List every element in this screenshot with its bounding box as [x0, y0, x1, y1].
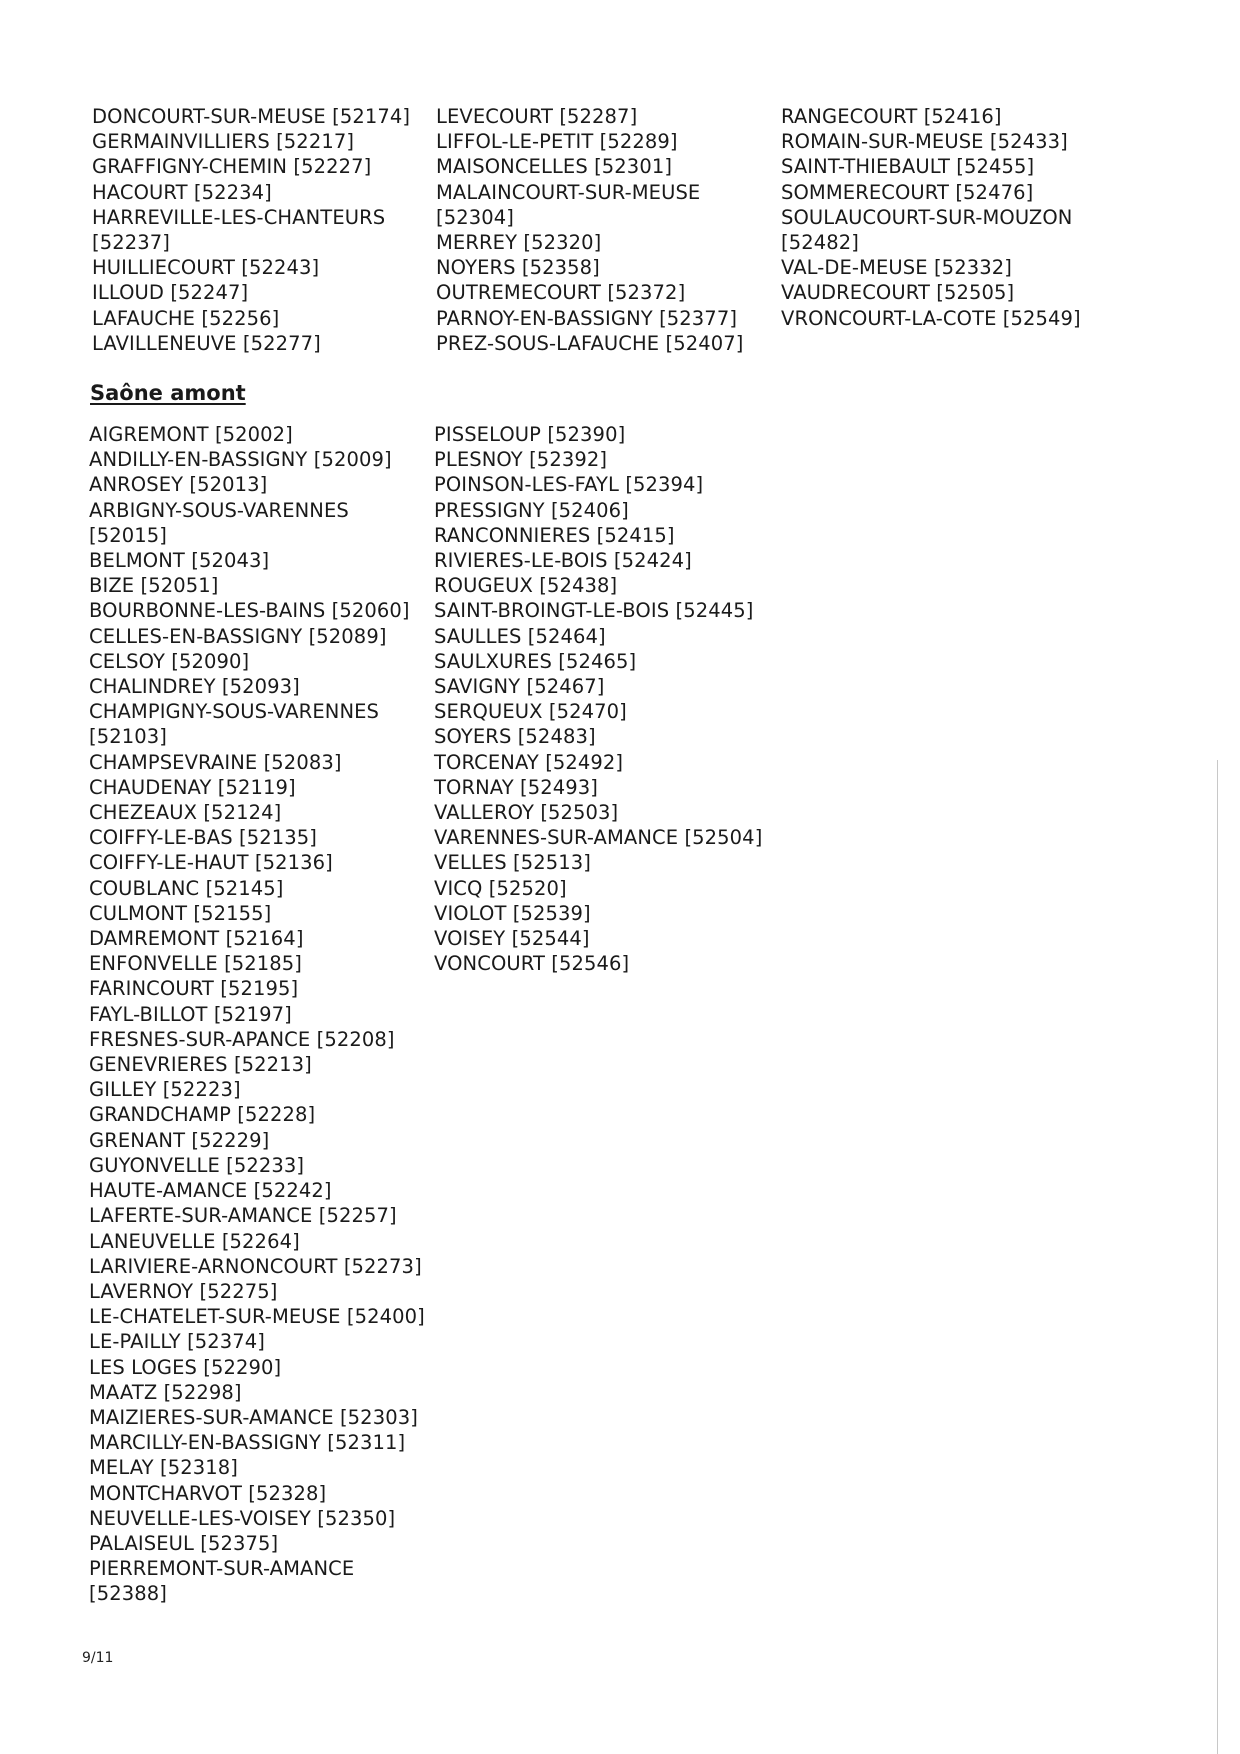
commune-item: CELSOY [52090] — [89, 649, 250, 673]
commune-item: PIERREMONT-SUR-AMANCE [52388] — [89, 1557, 355, 1606]
commune-item: PISSELOUP [52390] — [434, 423, 626, 446]
commune-item: PREZ-SOUS-LAFAUCHE [52407] — [436, 331, 744, 355]
scan-edge-line — [1217, 760, 1218, 1754]
commune-item: MARCILLY-EN-BASSIGNY [52311] — [89, 1431, 406, 1455]
saone-section-column-2 — [434, 422, 774, 976]
commune-item: SERQUEUX [52470] — [434, 700, 627, 724]
commune-item: FRESNES-SUR-APANCE [52208] — [89, 1027, 395, 1051]
commune-item: BELMONT [52043] — [89, 549, 270, 573]
commune-item: SAULXURES [52465] — [434, 649, 637, 673]
commune-item: VIOLOT [52539] — [434, 901, 591, 925]
commune-item: VELLES [52513] — [434, 851, 591, 875]
commune-item: VALLEROY [52503] — [434, 801, 619, 825]
commune-item: CHAMPSEVRAINE [52083] — [89, 750, 342, 774]
commune-item: SAINT-THIEBAULT [52455] — [781, 155, 1035, 179]
commune-item: TORCENAY [52492] — [434, 750, 624, 774]
saone-section-column-1 — [89, 422, 429, 1607]
commune-item: VRONCOURT-LA-COTE [52549] — [781, 306, 1081, 330]
commune-item: VOISEY [52544] — [434, 927, 590, 951]
section-heading-saone-amont: Saône amont — [90, 381, 246, 405]
commune-item: GRANDCHAMP [52228] — [89, 1103, 316, 1127]
commune-item: SAULLES [52464] — [434, 624, 606, 648]
commune-item: CULMONT [52155] — [89, 901, 272, 925]
commune-item: SAVIGNY [52467] — [434, 675, 605, 699]
commune-item: AIGREMONT [52002] — [89, 423, 293, 446]
commune-item: MERREY [52320] — [436, 231, 602, 255]
commune-item: NOYERS [52358] — [436, 256, 600, 280]
commune-item: TORNAY [52493] — [434, 775, 598, 799]
commune-item: GRAFFIGNY-CHEMIN [52227] — [92, 155, 372, 179]
commune-item: LARIVIERE-ARNONCOURT [52273] — [89, 1254, 422, 1278]
commune-item: PRESSIGNY [52406] — [434, 498, 629, 522]
commune-item: LANEUVELLE [52264] — [89, 1229, 300, 1253]
commune-item: VICQ [52520] — [434, 876, 567, 900]
commune-item: COIFFY-LE-HAUT [52136] — [89, 851, 333, 875]
commune-item: VARENNES-SUR-AMANCE [52504] — [434, 826, 763, 850]
commune-item: CELLES-EN-BASSIGNY [52089] — [89, 624, 387, 648]
commune-item: GILLEY [52223] — [89, 1078, 241, 1102]
commune-item: ANROSEY [52013] — [89, 473, 268, 497]
commune-item: HAUTE-AMANCE [52242] — [89, 1179, 332, 1203]
top-section-column-2 — [436, 104, 776, 356]
page-number: 9/11 — [82, 1650, 114, 1666]
commune-item: MAIZIERES-SUR-AMANCE [52303] — [89, 1405, 418, 1429]
top-section-column-3 — [781, 104, 1121, 331]
commune-item: LES LOGES [52290] — [89, 1355, 282, 1379]
commune-item: LIFFOL-LE-PETIT [52289] — [436, 130, 678, 154]
commune-item: MAATZ [52298] — [89, 1380, 242, 1404]
commune-item: LAVILLENEUVE [52277] — [92, 331, 321, 355]
commune-item: LAVERNOY [52275] — [89, 1279, 278, 1303]
commune-item: ARBIGNY-SOUS-VARENNES [52015] — [89, 498, 349, 547]
commune-item: LE-CHATELET-SUR-MEUSE [52400] — [89, 1305, 425, 1329]
commune-item: CHALINDREY [52093] — [89, 675, 300, 699]
commune-item: LE-PAILLY [52374] — [89, 1330, 266, 1354]
commune-item: RIVIERES-LE-BOIS [52424] — [434, 549, 692, 573]
commune-item: COIFFY-LE-BAS [52135] — [89, 826, 317, 850]
commune-item: MALAINCOURT-SUR-MEUSE [52304] — [436, 180, 701, 229]
top-section-column-1 — [92, 104, 432, 356]
commune-item: VAL-DE-MEUSE [52332] — [781, 256, 1012, 280]
commune-item: LAFAUCHE [52256] — [92, 306, 280, 330]
commune-item: CHEZEAUX [52124] — [89, 801, 282, 825]
commune-item: PLESNOY [52392] — [434, 448, 608, 472]
commune-item: CHAMPIGNY-SOUS-VARENNES [52103] — [89, 700, 380, 749]
commune-item: FARINCOURT [52195] — [89, 977, 299, 1001]
commune-item: SAINT-BROINGT-LE-BOIS [52445] — [434, 599, 754, 623]
commune-item: GRENANT [52229] — [89, 1128, 270, 1152]
commune-item: BOURBONNE-LES-BAINS [52060] — [89, 599, 410, 623]
commune-item: LEVECOURT [52287] — [436, 105, 638, 128]
commune-item: GERMAINVILLIERS [52217] — [92, 130, 355, 154]
commune-item: POINSON-LES-FAYL [52394] — [434, 473, 704, 497]
commune-item: COUBLANC [52145] — [89, 876, 284, 900]
commune-item: MONTCHARVOT [52328] — [89, 1481, 327, 1505]
commune-item: ENFONVELLE [52185] — [89, 952, 303, 976]
commune-item: RANCONNIERES [52415] — [434, 523, 675, 547]
commune-item: CHAUDENAY [52119] — [89, 775, 296, 799]
commune-item: MAISONCELLES [52301] — [436, 155, 673, 179]
commune-item: VAUDRECOURT [52505] — [781, 281, 1015, 305]
commune-item: HUILLIECOURT [52243] — [92, 256, 320, 280]
commune-item: DAMREMONT [52164] — [89, 927, 304, 951]
commune-item: SOULAUCOURT-SUR-MOUZON [52482] — [781, 205, 1073, 255]
commune-item: GENEVRIERES [52213] — [89, 1053, 312, 1077]
commune-item: ILLOUD [52247] — [92, 281, 249, 305]
commune-item: LAFERTE-SUR-AMANCE [52257] — [89, 1204, 397, 1228]
commune-item: SOMMERECOURT [52476] — [781, 180, 1034, 204]
commune-item: ROMAIN-SUR-MEUSE [52433] — [781, 130, 1068, 154]
commune-item: GUYONVELLE [52233] — [89, 1153, 305, 1177]
commune-item: RANGECOURT [52416] — [781, 105, 1002, 128]
commune-item: PALAISEUL [52375] — [89, 1531, 279, 1555]
commune-item: HARREVILLE-LES-CHANTEURS [52237] — [92, 205, 386, 255]
commune-item: ROUGEUX [52438] — [434, 574, 618, 598]
commune-item: NEUVELLE-LES-VOISEY [52350] — [89, 1506, 396, 1530]
commune-item: OUTREMECOURT [52372] — [436, 281, 686, 305]
commune-item: HACOURT [52234] — [92, 180, 272, 204]
commune-item: BIZE [52051] — [89, 574, 219, 598]
commune-item: MELAY [52318] — [89, 1456, 238, 1480]
commune-item: ANDILLY-EN-BASSIGNY [52009] — [89, 448, 392, 472]
commune-item: FAYL-BILLOT [52197] — [89, 1002, 292, 1026]
commune-item: DONCOURT-SUR-MEUSE [52174] — [92, 105, 411, 128]
commune-item: PARNOY-EN-BASSIGNY [52377] — [436, 306, 738, 330]
commune-item: SOYERS [52483] — [434, 725, 596, 749]
commune-item: VONCOURT [52546] — [434, 952, 630, 976]
